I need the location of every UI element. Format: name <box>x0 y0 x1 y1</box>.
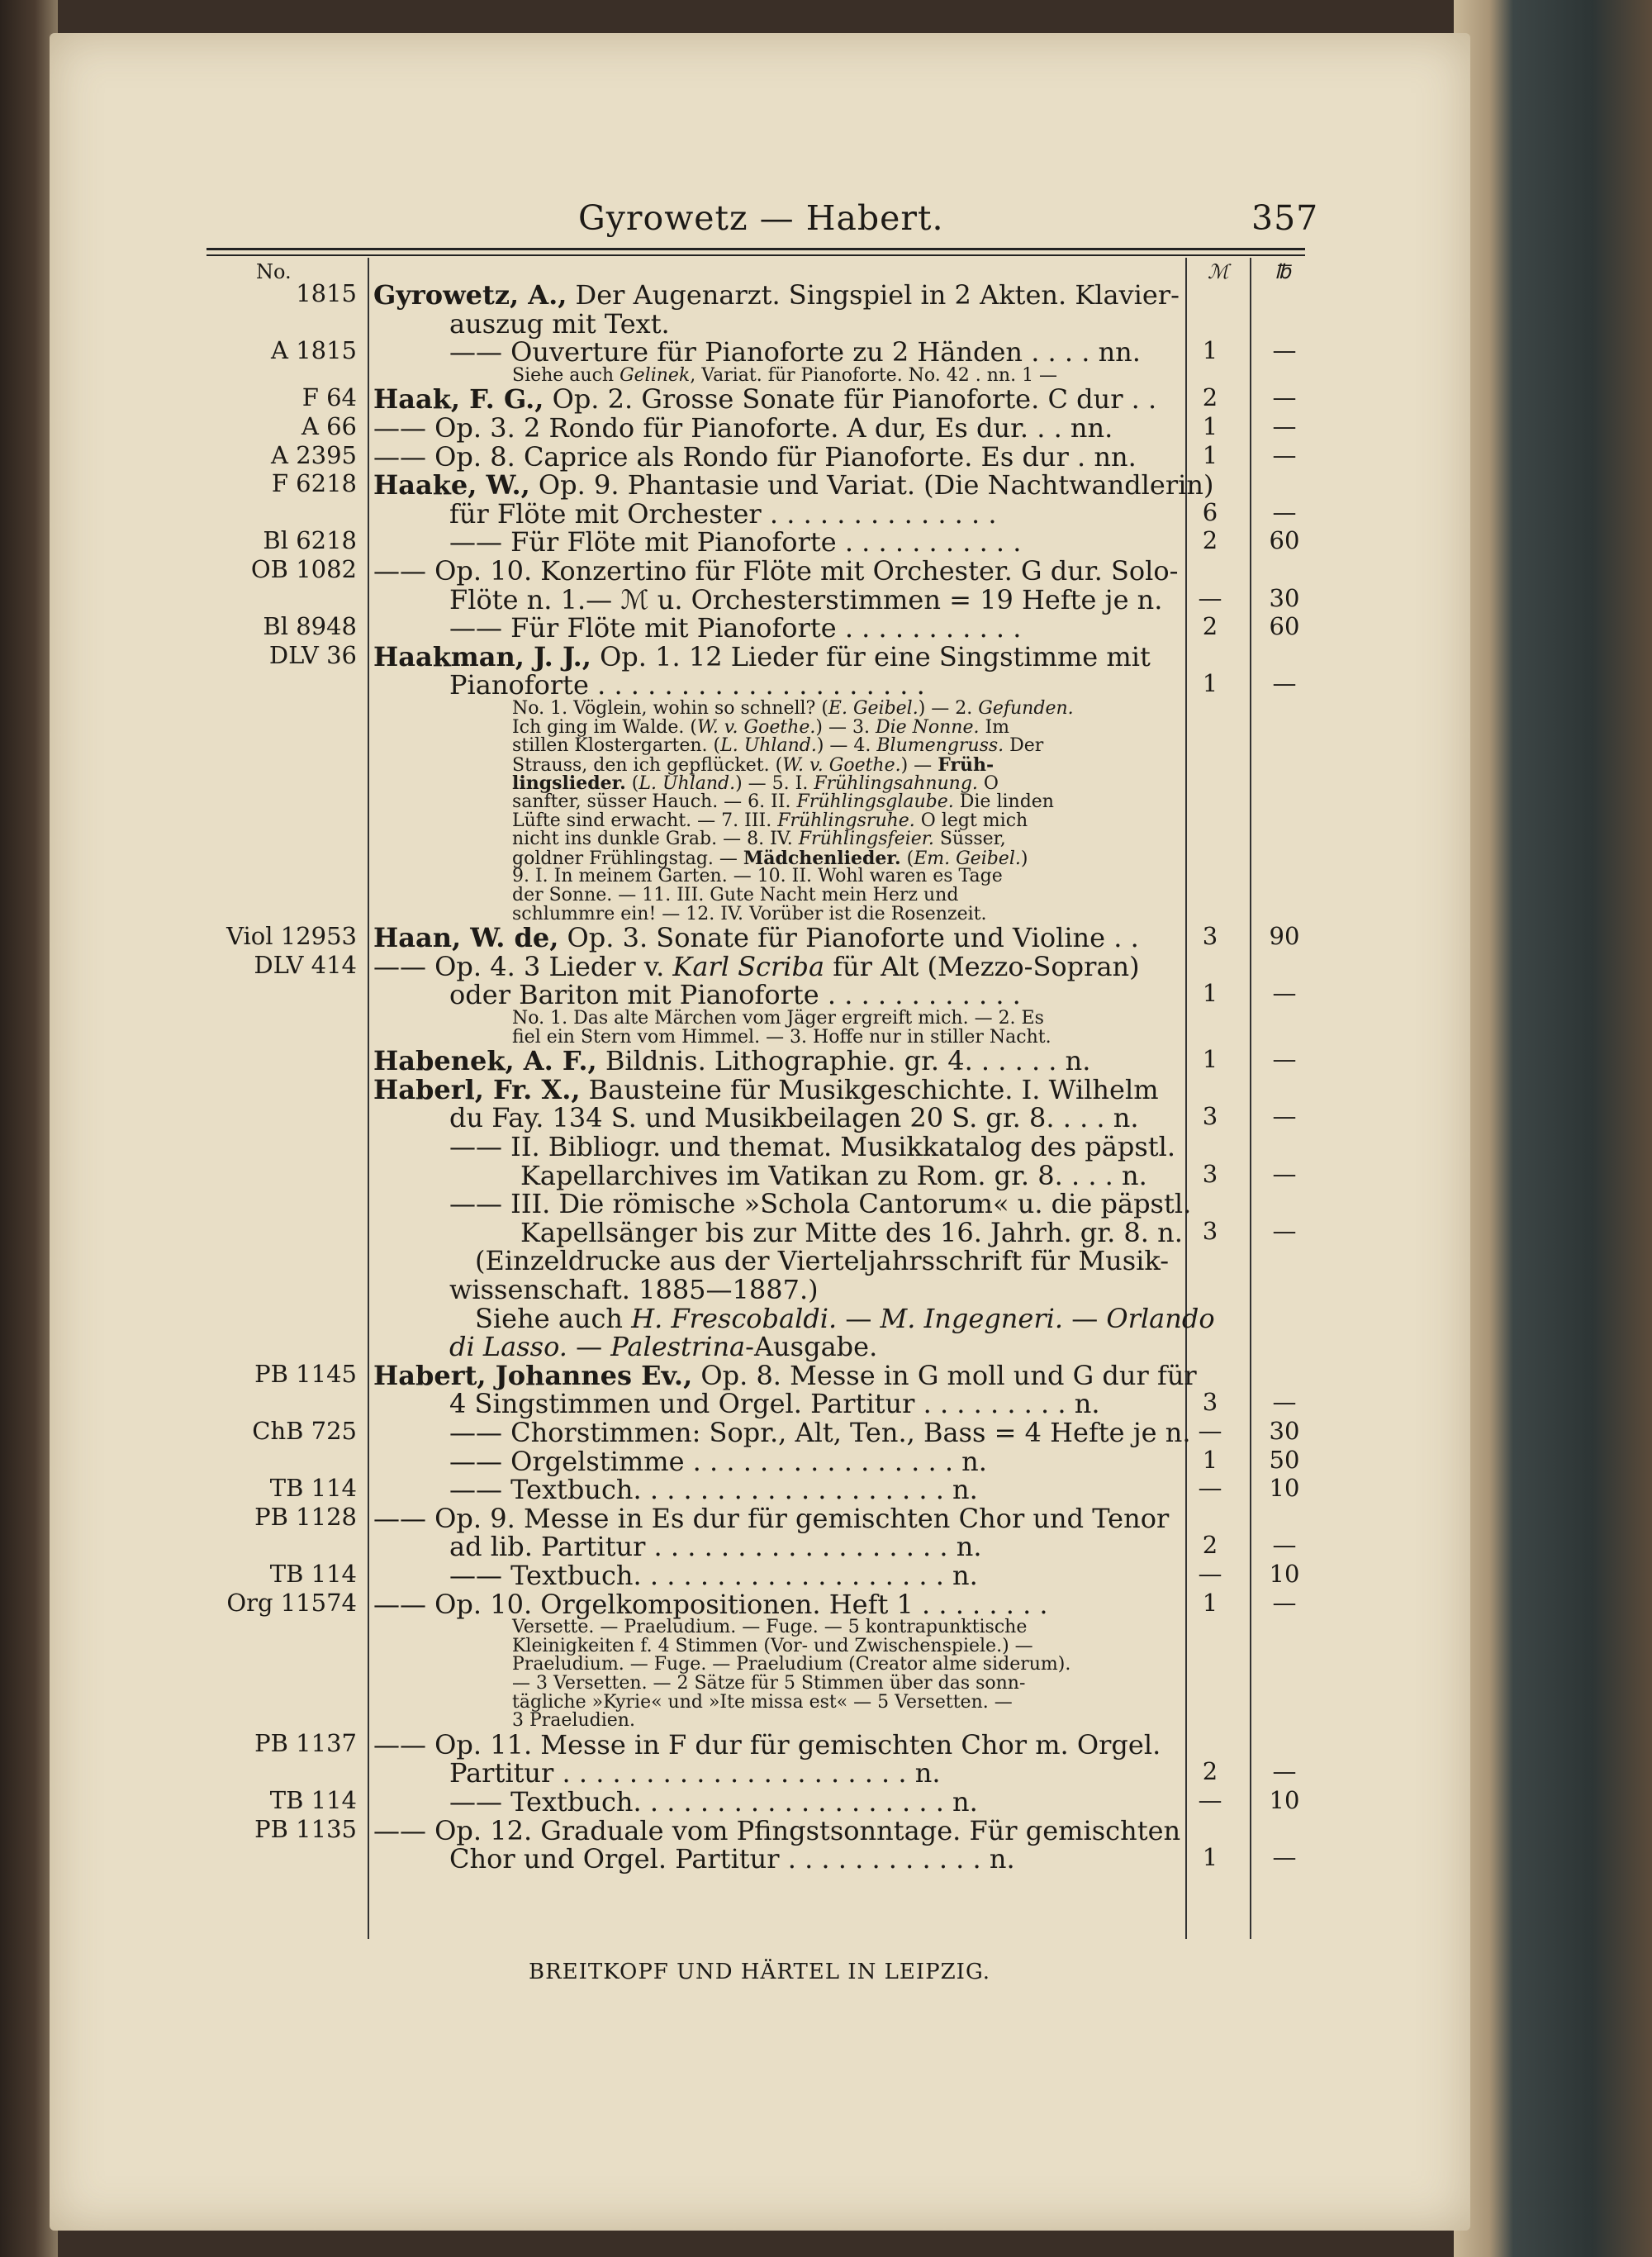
entry-contents-note: Ich ging im Walde. (W. v. Goethe.) — 3. Die Nonne. Im <box>512 716 1010 738</box>
entry-contents-note: Siehe auch Gelinek, Variat. für Pianoforte. No. 42 . nn. 1 — <box>512 364 1058 386</box>
price-pfennig: — <box>1272 1102 1297 1131</box>
entry-text: oder Bariton mit Pianoforte . . . . . . . . . . . . <box>449 979 1021 1011</box>
catalog-row <box>0 1446 1652 1475</box>
price-pfennig: 10 <box>1269 1786 1300 1814</box>
catalog-row <box>0 1102 1652 1132</box>
catalog-number: DLV 414 <box>254 950 357 979</box>
entry-text: —— Op. 9. Messe in Es dur für gemischten Chor und Tenor <box>373 1502 1170 1534</box>
price-pfennig: — <box>1272 1388 1297 1417</box>
entry-contents-note: Strauss, den ich gepflücket. (W. v. Goethe.) — Früh- <box>512 753 995 776</box>
price-mark: 1 <box>1202 336 1218 365</box>
price-pfennig: — <box>1272 1531 1297 1560</box>
catalog-row <box>0 1188 1652 1218</box>
entry-text: Kapellarchives im Vatikan zu Rom. gr. 8. . . . n. <box>520 1159 1147 1191</box>
price-pfennig: — <box>1272 336 1297 365</box>
page-title: Gyrowetz — Habert. <box>578 198 944 238</box>
catalog-row <box>0 1503 1652 1532</box>
price-pfennig: — <box>1272 1045 1297 1074</box>
entry-contents-note: — 3 Versetten. — 2 Sätze für 5 Stimmen über das sonn- <box>512 1673 1026 1694</box>
entry-text: —— III. Die römische »Schola Cantorum« u. die päpstl. <box>449 1188 1192 1220</box>
catalog-number: TB 114 <box>269 1474 357 1503</box>
entry-text: —— Orgelstimme . . . . . . . . . . . . . . . . n. <box>449 1445 987 1477</box>
price-mark: — <box>1198 1560 1222 1588</box>
entry-text: —— Textbuch. . . . . . . . . . . . . . . . . . . n. <box>449 1786 978 1817</box>
entry-text: Gyrowetz, A., Der Augenarzt. Singspiel in 2 Akten. Klavier- <box>373 279 1180 311</box>
entry-text: di Lasso. — Palestrina-Ausgabe. <box>449 1331 878 1363</box>
catalog-number: Org 11574 <box>226 1588 357 1617</box>
catalog-row <box>0 1360 1652 1390</box>
entry-text: Kapellsänger bis zur Mitte des 16. Jahrh. gr. 8. n. <box>520 1216 1183 1248</box>
price-pfennig: 10 <box>1269 1560 1300 1588</box>
price-mark: 3 <box>1202 922 1218 951</box>
price-mark: 1 <box>1202 1445 1218 1474</box>
price-mark: — <box>1198 1417 1222 1445</box>
catalog-number: Bl 6218 <box>263 526 357 555</box>
price-mark: 1 <box>1202 979 1218 1008</box>
entry-contents-note: lingslieder. (L. Uhland.) — 5. I. Frühlingsahnung. O <box>512 772 999 795</box>
price-pfennig: 50 <box>1269 1445 1300 1474</box>
entry-contents-note: Versette. — Praeludium. — Fuge. — 5 kontrapunktische <box>512 1617 1028 1638</box>
header-rule-bottom <box>206 254 1305 256</box>
price-pfennig: 10 <box>1269 1474 1300 1503</box>
catalog-row <box>0 1757 1652 1787</box>
entry-text: —— Textbuch. . . . . . . . . . . . . . . . . . . n. <box>449 1560 978 1591</box>
catalog-number: F 64 <box>301 383 357 412</box>
entry-text: auszug mit Text. <box>449 307 670 340</box>
price-pfennig: 60 <box>1269 612 1300 641</box>
price-pfennig: 90 <box>1269 922 1300 951</box>
entry-text: Haan, W. de, Op. 3. Sonate für Pianoforte und Violine . . <box>373 922 1139 954</box>
catalog-row <box>0 1531 1652 1561</box>
price-mark: 1 <box>1202 1045 1218 1074</box>
catalog-row <box>0 951 1652 981</box>
page-number: 357 <box>1251 198 1319 238</box>
entry-contents-note: stillen Klostergarten. (L. Uhland.) — 4. Blumengruss. Der <box>512 735 1044 757</box>
price-mark: — <box>1198 583 1222 612</box>
price-pfennig: — <box>1272 497 1297 526</box>
catalog-number: 1815 <box>296 279 357 307</box>
entry-contents-note: tägliche »Kyrie« und »Ite missa est« — 5 Versetten. — <box>512 1691 1013 1713</box>
catalog-row <box>0 412 1652 442</box>
catalog-number: TB 114 <box>269 1560 357 1588</box>
price-mark: 6 <box>1202 497 1218 526</box>
price-pfennig: — <box>1272 1216 1297 1245</box>
catalog-row <box>0 1245 1652 1275</box>
catalog-row <box>0 1274 1652 1304</box>
catalog-row <box>0 1331 1652 1361</box>
price-pfennig: — <box>1272 412 1297 440</box>
entry-text: —— Textbuch. . . . . . . . . . . . . . . . . . . n. <box>449 1474 978 1506</box>
price-pfennig: 60 <box>1269 526 1300 555</box>
entry-text: Chor und Orgel. Partitur . . . . . . . . . . . . n. <box>449 1843 1015 1875</box>
price-mark: 1 <box>1202 1843 1218 1872</box>
catalog-row <box>0 1131 1652 1161</box>
price-mark: 2 <box>1202 383 1218 412</box>
entry-text: Habenek, A. F., Bildnis. Lithographie. gr. 4. . . . . . n. <box>373 1045 1091 1077</box>
catalog-row <box>0 1303 1652 1333</box>
catalog-row <box>0 1417 1652 1447</box>
entry-text: —— II. Bibliogr. und themat. Musikkatalog des päpstl. <box>449 1131 1176 1162</box>
entry-text: —— Chorstimmen: Sopr., Alt, Ten., Bass = 4 Hefte je n. <box>449 1417 1191 1448</box>
price-mark: 1 <box>1202 669 1218 698</box>
catalog-row <box>0 308 1652 338</box>
catalog-row <box>0 1589 1652 1618</box>
price-pfennig: — <box>1272 383 1297 412</box>
entry-contents-note: 9. I. In meinem Garten. — 10. II. Wohl waren es Tage <box>512 866 1003 887</box>
entry-contents-note: Praeludium. — Fuge. — Praeludium (Creator alme siderum). <box>512 1654 1071 1675</box>
catalog-number: ChB 725 <box>252 1417 357 1445</box>
entry-text: 4 Singstimmen und Orgel. Partitur . . . . . . . . . n. <box>449 1388 1100 1420</box>
entry-text: —— Op. 11. Messe in F dur für gemischten Chor m. Orgel. <box>373 1728 1161 1760</box>
entry-contents-note: nicht ins dunkle Grab. — 8. IV. Frühlingsfeier. Süsser, <box>512 829 1006 850</box>
entry-text: Siehe auch H. Frescobaldi. — M. Ingegneri. — Orlando <box>475 1302 1215 1334</box>
catalog-row <box>0 612 1652 642</box>
catalog-number: DLV 36 <box>268 640 357 669</box>
catalog-number: OB 1082 <box>250 555 357 583</box>
catalog-row <box>0 279 1652 309</box>
entry-text: Pianoforte . . . . . . . . . . . . . . . . . . . . <box>449 669 925 701</box>
entry-contents-note: Kleinigkeiten f. 4 Stimmen (Vor- und Zwischenspiele.) — <box>512 1635 1033 1656</box>
catalog-row <box>0 1786 1652 1816</box>
entry-contents-note: der Sonne. — 11. III. Gute Nacht mein Herz und <box>512 885 959 905</box>
catalog-row <box>0 922 1652 952</box>
catalog-row <box>0 336 1652 366</box>
catalog-row <box>0 669 1652 699</box>
price-mark: 2 <box>1202 1757 1218 1786</box>
entry-contents-note: 3 Praeludien. <box>512 1710 635 1732</box>
catalog-row <box>0 1217 1652 1247</box>
catalog-row <box>0 1045 1652 1075</box>
price-mark: — <box>1198 1474 1222 1503</box>
column-head-mark: ℳ <box>1208 260 1229 283</box>
price-mark: 1 <box>1202 440 1218 469</box>
catalog-number: A 2395 <box>271 440 357 469</box>
entry-contents-note: No. 1. Das alte Märchen vom Jäger ergreift mich. — 2. Es <box>512 1008 1044 1029</box>
catalog-row <box>0 1474 1652 1504</box>
catalog-row <box>0 1160 1652 1190</box>
entry-contents-note: sanfter, süsser Hauch. — 6. II. Frühlingsglaube. Die linden <box>512 791 1054 812</box>
catalog-number: PB 1145 <box>254 1359 357 1388</box>
catalog-row <box>0 641 1652 671</box>
price-mark: 1 <box>1202 1588 1218 1617</box>
catalog-number: A 1815 <box>271 336 357 365</box>
column-head-no: No. <box>256 260 292 283</box>
catalog-number: F 6218 <box>271 469 357 498</box>
catalog-row <box>0 1074 1652 1104</box>
catalog-row <box>0 526 1652 556</box>
catalog-number: PB 1137 <box>254 1728 357 1757</box>
price-mark: 3 <box>1202 1159 1218 1188</box>
price-pfennig: 30 <box>1269 1417 1300 1445</box>
price-mark: 1 <box>1202 412 1218 440</box>
price-pfennig: — <box>1272 979 1297 1008</box>
catalog-row <box>0 383 1652 416</box>
price-pfennig: — <box>1272 1843 1297 1872</box>
catalog-number: PB 1135 <box>254 1814 357 1843</box>
catalog-number: Bl 8948 <box>263 612 357 641</box>
entry-text: Partitur . . . . . . . . . . . . . . . . . . . . . n. <box>449 1757 941 1789</box>
publisher-footer: BREITKOPF UND HÄRTEL IN LEIPZIG. <box>529 1960 991 1984</box>
entry-text: du Fay. 134 S. und Musikbeilagen 20 S. gr. 8. . . . n. <box>449 1102 1139 1134</box>
entry-contents-note: Lüfte sind erwacht. — 7. III. Frühlingsruhe. O legt mich <box>512 810 1028 831</box>
entry-text: —— Op. 10. Orgelkompositionen. Heft 1 . . . . . . . . <box>373 1588 1048 1620</box>
entry-contents-note: goldner Frühlingstag. — Mädchenlieder. (Em. Geibel.) <box>512 847 1028 869</box>
catalog-number: PB 1128 <box>254 1502 357 1531</box>
catalog-row <box>0 469 1652 499</box>
catalog-row <box>0 1815 1652 1845</box>
entry-text: —— Op. 8. Caprice als Rondo für Pianoforte. Es dur . nn. <box>373 440 1137 473</box>
price-mark: 2 <box>1202 1531 1218 1560</box>
entry-text: —— Op. 4. 3 Lieder v. Karl Scriba für Alt (Mezzo-Sopran) <box>373 950 1140 982</box>
price-mark: 2 <box>1202 612 1218 641</box>
entry-text: (Einzeldrucke aus der Vierteljahrsschrift für Musik- <box>475 1245 1170 1277</box>
catalog-row <box>0 498 1652 528</box>
catalog-number: Viol 12953 <box>226 922 357 951</box>
entry-text: —— Op. 10. Konzertino für Flöte mit Orchester. G dur. Solo- <box>373 555 1179 587</box>
entry-text: Flöte n. 1.— ℳ u. Orchesterstimmen = 19 Hefte je n. <box>449 583 1163 615</box>
entry-text: —— Op. 3. 2 Rondo für Pianoforte. A dur, Es dur. . . nn. <box>373 412 1113 444</box>
price-pfennig: 30 <box>1269 583 1300 612</box>
header-rule-top <box>206 248 1305 250</box>
price-mark: 2 <box>1202 526 1218 555</box>
catalog-row <box>0 584 1652 614</box>
price-mark: — <box>1198 1786 1222 1814</box>
entry-text: —— Ouverture für Pianoforte zu 2 Händen . . . . nn. <box>449 336 1141 368</box>
catalog-row <box>0 1388 1652 1418</box>
entry-text: Haake, W., Op. 9. Phantasie und Variat. (Die Nachtwandlerin) <box>373 469 1214 501</box>
price-pfennig: — <box>1272 669 1297 698</box>
entry-text: für Flöte mit Orchester . . . . . . . . . . . . . . <box>449 497 997 530</box>
entry-contents-note: No. 1. Vöglein, wohin so schnell? (E. Geibel.) — 2. Gefunden. <box>512 698 1074 719</box>
entry-text: Haakman, J. J., Op. 1. 12 Lieder für eine Singstimme mit <box>373 640 1151 672</box>
price-mark: 3 <box>1202 1102 1218 1131</box>
entry-contents-note: fiel ein Stern vom Himmel. — 3. Hoffe nur in stiller Nacht. <box>512 1026 1051 1048</box>
price-pfennig: — <box>1272 1588 1297 1617</box>
price-pfennig: — <box>1272 1757 1297 1786</box>
catalog-row <box>0 1843 1652 1873</box>
catalog-row <box>0 979 1652 1009</box>
catalog-row <box>0 555 1652 585</box>
price-pfennig: — <box>1272 440 1297 469</box>
catalog-number: TB 114 <box>269 1786 357 1814</box>
catalog-number: A 66 <box>301 412 357 440</box>
entry-text: Haberl, Fr. X., Bausteine für Musikgeschichte. I. Wilhelm <box>373 1073 1159 1105</box>
entry-text: ad lib. Partitur . . . . . . . . . . . . . . . . . . n. <box>449 1531 982 1563</box>
entry-text: —— Für Flöte mit Pianoforte . . . . . . . . . . . <box>449 526 1022 558</box>
entry-text: Haak, F. G., Op. 2. Grosse Sonate für Pianoforte. C dur . . <box>373 383 1157 416</box>
entry-text: —— Op. 12. Graduale vom Pfingstsonntage. Für gemischten <box>373 1814 1181 1846</box>
entry-contents-note: schlummre ein! — 12. IV. Vorüber ist die Rosenzeit. <box>512 903 987 924</box>
price-pfennig: — <box>1272 1159 1297 1188</box>
catalog-row <box>0 1560 1652 1589</box>
entry-text: wissenschaft. 1885—1887.) <box>449 1274 819 1305</box>
price-mark: 3 <box>1202 1216 1218 1245</box>
catalog-row <box>0 1729 1652 1759</box>
column-head-pfennig: ℔ <box>1275 260 1291 283</box>
entry-text: Habert, Johannes Ev., Op. 8. Messe in G moll und G dur für <box>373 1359 1197 1391</box>
catalog-row <box>0 441 1652 471</box>
price-mark: 3 <box>1202 1388 1218 1417</box>
entry-text: —— Für Flöte mit Pianoforte . . . . . . . . . . . <box>449 612 1022 644</box>
